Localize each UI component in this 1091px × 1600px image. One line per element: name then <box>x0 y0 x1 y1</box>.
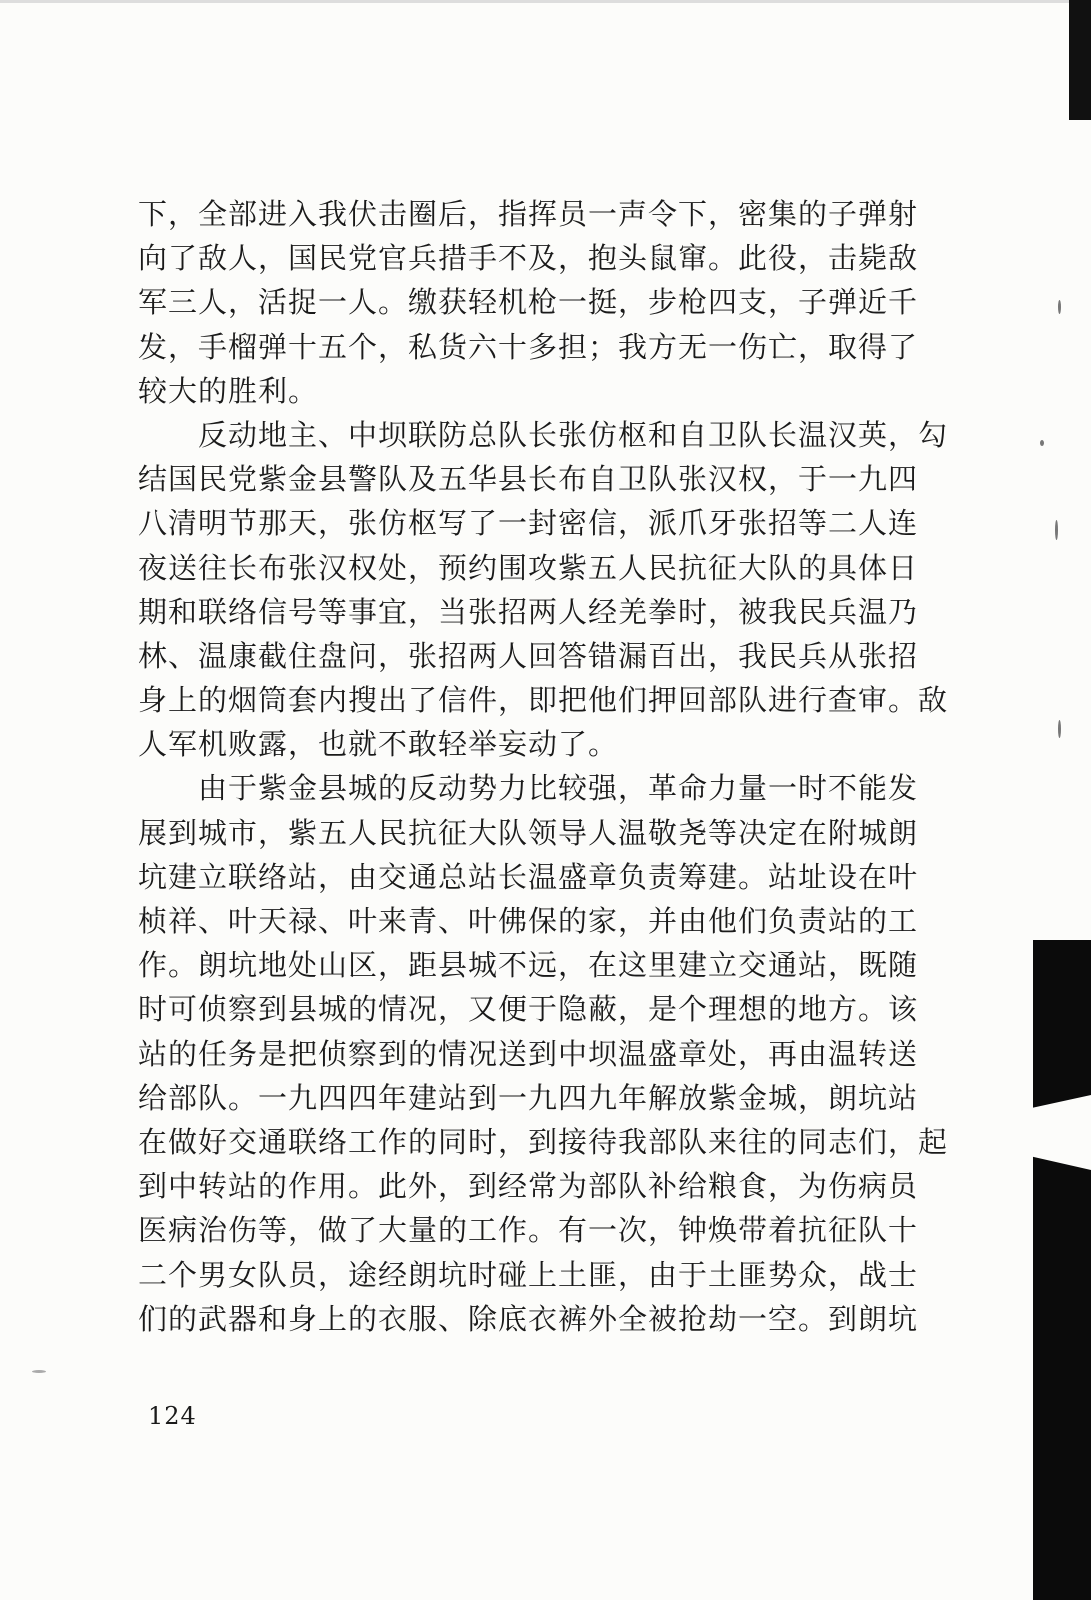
text-line: 们的武器和身上的衣服、除底衣裤外全被抢劫一空。到朗坑 <box>138 1301 919 1336</box>
scan-speck <box>32 1370 46 1373</box>
text-line: 二个男女队员，途经朗坑时碰上土匪，由于土匪势众，战士 <box>138 1257 919 1292</box>
text-line: 军三人，活捉一人。缴获轻机枪一挺，步枪四支，子弹近千 <box>138 285 919 320</box>
scan-edge-top <box>0 0 1091 3</box>
scan-edge-right <box>1033 940 1091 1600</box>
text-line: 医病治伤等，做了大量的工作。有一次，钟焕带着抗征队十 <box>138 1213 919 1248</box>
text-line: 发，手榴弹十五个，私货六十多担；我方无一伤亡，取得了 <box>138 329 919 364</box>
text-line: 反动地主、中坝联防总队长张仿枢和自卫队长温汉英，勾 <box>138 417 948 452</box>
text-line: 身上的烟筒套内搜出了信件，即把他们押回部队进行查审。敌 <box>138 683 948 718</box>
body-text <box>138 192 948 1341</box>
text-line: 作。朗坑地处山区，距县城不远，在这里建立交通站，既随 <box>138 948 919 983</box>
text-line: 时可侦察到县城的情况，又便于隐蔽，是个理想的地方。该 <box>138 992 919 1027</box>
text-line: 期和联络信号等事宜，当张招两人经羌拳时，被我民兵温乃 <box>138 594 919 629</box>
scan-edge-right-top <box>1069 0 1091 120</box>
text-line: 向了敌人，国民党官兵措手不及，抱头鼠窜。此役，击毙敌 <box>138 241 919 276</box>
text-line: 站的任务是把侦察到的情况送到中坝温盛章处，再由温转送 <box>138 1036 919 1071</box>
text-line: 由于紫金县城的反动势力比较强，革命力量一时不能发 <box>138 771 919 806</box>
scan-speck <box>1055 520 1058 540</box>
text-line: 八清明节那天，张仿枢写了一封密信，派爪牙张招等二人连 <box>138 506 919 541</box>
page-tear <box>971 1095 1091 1170</box>
scan-speck <box>1058 300 1061 314</box>
scan-speck <box>1040 440 1044 446</box>
text-line: 较大的胜利。 <box>138 373 319 408</box>
scan-speck <box>1058 720 1061 738</box>
text-line: 夜送往长布张汉权处，预约围攻紫五人民抗征大队的具体日 <box>138 550 919 585</box>
text-line: 林、温康截住盘问，张招两人回答错漏百出，我民兵从张招 <box>138 638 919 673</box>
text-line: 人军机败露，也就不敢轻举妄动了。 <box>138 727 619 762</box>
text-line: 给部队。一九四四年建站到一九四九年解放紫金城，朗坑站 <box>138 1080 919 1115</box>
text-line: 结国民党紫金县警队及五华县长布自卫队张汉权，于一九四 <box>138 462 919 497</box>
text-line: 坑建立联络站，由交通总站长温盛章负责筹建。站址设在叶 <box>138 859 919 894</box>
page-number: 124 <box>148 1402 197 1430</box>
text-line: 下，全部进入我伏击圈后，指挥员一声令下，密集的子弹射 <box>138 197 919 231</box>
text-line: 到中转站的作用。此外，到经常为部队补给粮食，为伤病员 <box>138 1169 919 1204</box>
text-line: 展到城市，紫五人民抗征大队领导人温敬尧等决定在附城朗 <box>138 815 919 850</box>
text-line: 在做好交通联络工作的同时，到接待我部队来往的同志们，起 <box>138 1124 948 1159</box>
text-line: 桢祥、叶天禄、叶来青、叶佛保的家，并由他们负责站的工 <box>138 904 919 938</box>
